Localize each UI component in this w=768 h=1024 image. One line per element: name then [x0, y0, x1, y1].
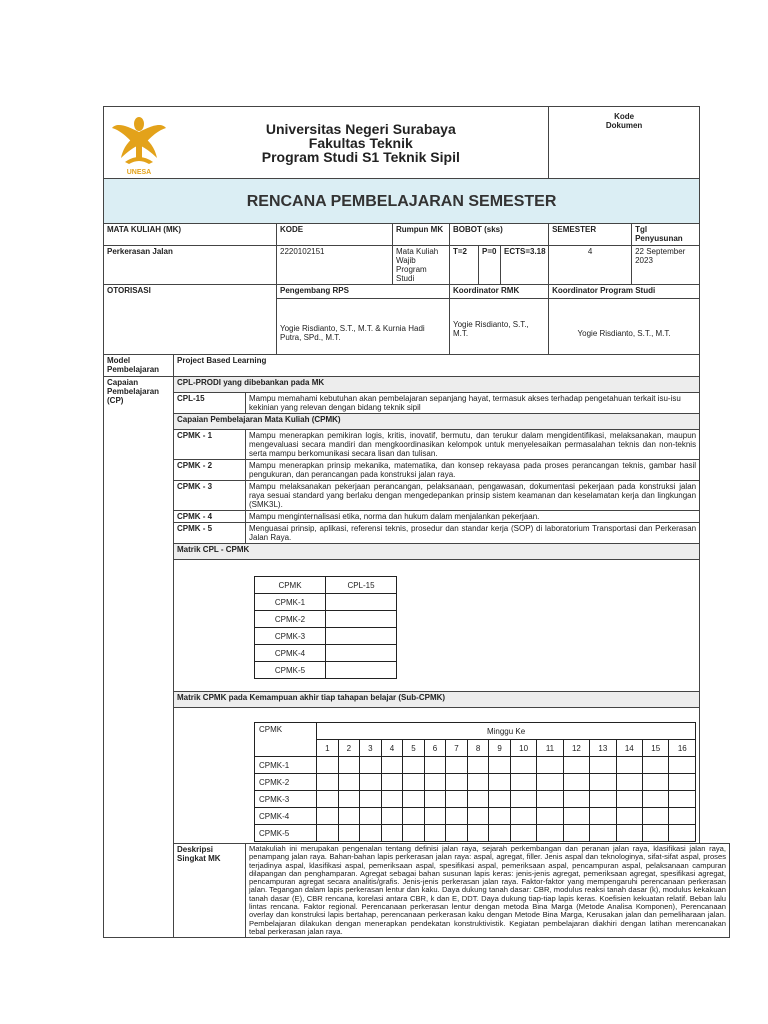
pengembang-label: Pengembang RPS	[277, 285, 450, 299]
matrik-sub-value	[669, 791, 696, 808]
matrik-sub-value	[467, 774, 489, 791]
matrik-sub-value	[338, 774, 360, 791]
matrik-sub-value	[446, 808, 468, 825]
semester-label: SEMESTER	[549, 224, 632, 246]
matrik-sub-week: 5	[403, 740, 425, 757]
matrik-sub-value	[616, 808, 642, 825]
matrik-sub-row	[255, 791, 696, 808]
bobot-label: BOBOT (sks)	[450, 224, 549, 246]
matrik-sub-value	[424, 774, 446, 791]
svg-text:UNESA: UNESA	[126, 169, 152, 176]
matrik-sub-value	[489, 791, 511, 808]
model-label: Model Pembelajaran	[104, 355, 174, 377]
matrik-sub-value	[510, 808, 536, 825]
matrik-sub-value	[403, 757, 425, 774]
otorisasi-label: OTORISASI	[104, 285, 277, 355]
matrik-sub-value	[616, 757, 642, 774]
matrik-sub-value	[403, 825, 425, 842]
matrik-sub-value	[338, 825, 360, 842]
sks-t: T=2	[450, 246, 479, 285]
matrik-sub-value	[537, 825, 563, 842]
cpmk-text: Mampu menerapkan prinsip mekanika, matematika, dan konsep rekayasa pada proses perancangan teknis, gambar hasil pengukuran, dan perancangan pada konstruksi jalan raya.	[246, 460, 700, 481]
matrik-sub-value	[537, 757, 563, 774]
matrik-sub-week: 14	[616, 740, 642, 757]
matrik-sub-value	[643, 791, 669, 808]
matrik-sub-value	[669, 757, 696, 774]
matrik-sub-value	[424, 825, 446, 842]
matrik-sub-value	[381, 791, 403, 808]
matrik-sub-col-cpmk: CPMK	[255, 723, 317, 757]
matrik-sub-value	[510, 791, 536, 808]
matrik-cpl-row: CPMK-1	[255, 594, 326, 611]
matrik-sub-value	[489, 757, 511, 774]
cpl-code: CPL-15	[174, 393, 246, 414]
matrik-sub-value	[381, 825, 403, 842]
koordinator-rmk-label: Koordinator RMK	[450, 285, 549, 299]
cpmk-code: CPMK - 1	[174, 430, 246, 460]
sks-p: P=0	[479, 246, 501, 285]
matrik-sub-value	[616, 774, 642, 791]
matrik-sub-value	[360, 808, 382, 825]
matrik-sub-row	[255, 757, 696, 774]
matrik-sub-row-label: CPMK-2	[255, 774, 317, 791]
rps-table	[103, 106, 730, 938]
matrik-sub-row	[255, 808, 696, 825]
matrik-sub-value	[317, 757, 339, 774]
matrik-sub-value	[590, 757, 616, 774]
matrik-sub-value	[510, 825, 536, 842]
matrik-sub-value	[643, 757, 669, 774]
matrik-sub-value	[643, 774, 669, 791]
matrik-cpl-value	[326, 662, 397, 679]
cpmk-text: Mampu menginternalisasi etika, norma dan hukum dalam menjalankan pekerjaan.	[246, 511, 700, 523]
matrik-sub-value	[537, 808, 563, 825]
matrik-sub-value	[317, 825, 339, 842]
koordinator-prodi-name: Yogie Risdianto, S.T., M.T.	[549, 299, 700, 355]
university-name: Universitas Negeri Surabaya	[265, 120, 456, 137]
matrik-sub-cell	[174, 708, 700, 844]
matrik-sub-week: 16	[669, 740, 696, 757]
matrik-sub-week: 6	[424, 740, 446, 757]
university-header	[174, 107, 549, 179]
matrik-sub-week: 2	[338, 740, 360, 757]
matrik-sub-value	[338, 791, 360, 808]
matrik-sub-value	[510, 774, 536, 791]
matrik-cpl-value	[326, 611, 397, 628]
matrik-sub-value	[537, 774, 563, 791]
matrik-sub-value	[563, 774, 589, 791]
matrik-sub-value	[669, 774, 696, 791]
matrik-sub-value	[467, 791, 489, 808]
matrik-sub-row-label: CPMK-5	[255, 825, 317, 842]
rumpun-label: Rumpun MK	[393, 224, 450, 246]
matrik-sub-value	[446, 757, 468, 774]
matrik-sub-week-row	[255, 740, 696, 757]
cpmk-code: CPMK - 4	[174, 511, 246, 523]
course-semester: 4	[549, 246, 632, 285]
course-name: Perkerasan Jalan	[104, 246, 277, 285]
matrik-sub-value	[381, 774, 403, 791]
matrik-sub-week: 11	[537, 740, 563, 757]
course-date: 22 September 2023	[632, 246, 700, 285]
matrik-sub-value	[467, 825, 489, 842]
cpl-text: Mampu memahami kebutuhan akan pembelajaran sepanjang hayat, termasuk akses terhadap pengetahuan terkait isu-isu kekinian yang relevan dengan bidang teknik sipil	[246, 393, 700, 414]
matrik-sub-value	[537, 791, 563, 808]
cpmk-code: CPMK - 3	[174, 481, 246, 511]
sks-ects: ECTS=3.18	[501, 246, 549, 285]
faculty-name: Fakultas Teknik	[308, 134, 413, 151]
matrik-cpl-cell	[174, 560, 700, 692]
program-name: Program Studi S1 Teknik Sipil	[261, 148, 460, 165]
cpmk-heading: Capaian Pembelajaran Mata Kuliah (CPMK)	[174, 414, 700, 430]
matrik-sub-value	[669, 808, 696, 825]
matrik-sub-row	[255, 774, 696, 791]
cpmk-text: Mampu menerapkan pemikiran logis, kritis, inovatif, bermutu, dan terukur dalam mengidentifikasi, melaksanakan, maupun mengevaluasi secara mandiri dan mengkoordinasikan kelompok untuk menyelesaikan permasalahan teknis dan non-teknis serta mampu berkomunikasi secara lisan dan tulisan.	[246, 430, 700, 460]
cpl-heading: CPL-PRODI yang dibebankan pada MK	[174, 377, 700, 393]
matrik-sub-value	[467, 757, 489, 774]
matrik-sub-value	[317, 791, 339, 808]
matrik-cpl-row: CPMK-5	[255, 662, 326, 679]
matrik-sub-value	[489, 808, 511, 825]
matrik-cpl-row: CPMK-3	[255, 628, 326, 645]
matrik-sub-value	[616, 825, 642, 842]
tgl-label: Tgl Penyusunan	[632, 224, 700, 246]
koordinator-prodi-label: Koordinator Program Studi	[549, 285, 700, 299]
matrik-sub-value	[643, 808, 669, 825]
cpmk-code: CPMK - 5	[174, 523, 246, 544]
matrik-sub-body	[255, 757, 696, 842]
course-rumpun: Mata Kuliah Wajib Program Studi	[393, 246, 450, 285]
matrik-sub-value	[317, 774, 339, 791]
matrik-sub-value	[563, 791, 589, 808]
matrik-sub-row-label: CPMK-4	[255, 808, 317, 825]
matrik-sub-week: 12	[563, 740, 589, 757]
kode-dokumen: Kode Dokumen	[549, 107, 700, 179]
cpmk-code: CPMK - 2	[174, 460, 246, 481]
matrik-sub-week: 8	[467, 740, 489, 757]
matrik-sub-value	[510, 757, 536, 774]
mk-label: MATA KULIAH (MK)	[104, 224, 277, 246]
matrik-sub-value	[338, 808, 360, 825]
matrik-sub-week: 3	[360, 740, 382, 757]
matrik-sub-value	[317, 808, 339, 825]
matrik-sub-value	[616, 791, 642, 808]
matrik-sub-week-header: Minggu Ke	[317, 723, 696, 740]
model-value: Project Based Learning	[174, 355, 700, 377]
matrik-cpl-table	[254, 576, 397, 679]
matrik-sub-week: 9	[489, 740, 511, 757]
matrik-cpl-row: CPMK-2	[255, 611, 326, 628]
course-code: 2220102151	[277, 246, 393, 285]
document-title: RENCANA PEMBELAJARAN SEMESTER	[104, 179, 700, 224]
matrik-sub-value	[446, 825, 468, 842]
matrik-cpl-col-cpl: CPL-15	[326, 577, 397, 594]
koordinator-rmk-name: Yogie Risdianto, S.T., M.T.	[450, 299, 549, 355]
matrik-cpl-row: CPMK-4	[255, 645, 326, 662]
matrik-sub-value	[403, 808, 425, 825]
matrik-sub-table	[254, 722, 696, 842]
matrik-sub-week: 1	[317, 740, 339, 757]
logo-cell	[104, 107, 174, 179]
matrik-sub-week: 4	[381, 740, 403, 757]
matrik-sub-value	[563, 808, 589, 825]
rps-document	[103, 106, 730, 938]
matrik-sub-value	[360, 774, 382, 791]
matrik-sub-row-label: CPMK-1	[255, 757, 317, 774]
deskripsi-label: Deskripsi Singkat MK	[174, 844, 246, 938]
matrik-cpl-value	[326, 628, 397, 645]
matrik-cpl-heading: Matrik CPL - CPMK	[174, 544, 700, 560]
matrik-sub-week: 15	[643, 740, 669, 757]
matrik-sub-value	[424, 791, 446, 808]
matrik-sub-value	[338, 757, 360, 774]
unesa-logo-icon	[109, 112, 169, 176]
matrik-sub-value	[424, 808, 446, 825]
matrik-sub-value	[489, 774, 511, 791]
matrik-sub-value	[381, 808, 403, 825]
matrik-sub-value	[590, 808, 616, 825]
matrik-sub-value	[467, 808, 489, 825]
matrik-sub-row-label: CPMK-3	[255, 791, 317, 808]
matrik-sub-value	[360, 757, 382, 774]
matrik-sub-week: 13	[590, 740, 616, 757]
matrik-sub-value	[563, 757, 589, 774]
cpmk-text: Mampu melaksanakan pekerjaan perancangan, pelaksanaan, pengawasan, dokumentasi pekerjaan pada konstruksi jalan raya sesuai standard yang berlaku dengan mengedepankan prinsip sistem keamanan dan keselamatan kerja dan lingkungan (SMK3L).	[246, 481, 700, 511]
matrik-sub-value	[669, 825, 696, 842]
matrik-cpl-value	[326, 645, 397, 662]
matrik-sub-value	[643, 825, 669, 842]
matrik-sub-value	[424, 757, 446, 774]
kode-label: KODE	[277, 224, 393, 246]
cp-label: Capaian Pembelajaran (CP)	[104, 377, 174, 938]
matrik-sub-value	[563, 825, 589, 842]
matrik-cpl-value	[326, 594, 397, 611]
cpmk-text: Menguasai prinsip, aplikasi, referensi teknis, prosedur dan standar kerja (SOP) di laboratorium Transportasi dan Perkerasan Jalan Raya.	[246, 523, 700, 544]
matrik-sub-value	[590, 774, 616, 791]
deskripsi-text: Matakuliah ini merupakan pengenalan tentang definisi jalan raya, sejarah perkembangan dan peranan jalan raya, klasifikasi jalan raya, penampang jalan raya. Bahan-bahan lapis perkerasan jalan raya: aspal, agregat, filler. Jenis aspal dan teknologinya, sifat-sifat aspal, proses terjadinya aspal, klasifikasi aspal, pemeriksaan aspal, spesifikasi aspal, pemeriksaan aspal, pencampuran aspal, pelaksanaan campuran dilapangan dan penghamparan. Agregat sebagai bahan susunan lapis keras: jenis-jenis agregat, pemeriksaan agregat, spesifikasi agregat, pencampuran agregat secara analitis/grafis. Jenis-jenis perkerasan jalan raya. Faktor-faktor yang mempengaruhi perencanaan perkerasan jalan. Tegangan dalam lapis perkerasan lentur dan kaku. Daya dukung tanah dasar: CBR, modulus reaksi tanah dasar (k), modulus kekakuan tanah dasar (E), CBR rencana, korelasi antara CBR, k dan E, DDT. Daya dukung tiap-tiap lapis keras. Koefisien kekuatan relatif. Beban lalu lintas rencana. Faktor regional. Perencanaan perkerasan lentur dengan metoda Bina Marga (Metode Analisa Komponen), Perencanaan overlay dan konstruksi lapis bertahap, perencanaan perkerasan kaku dengan Metode Bina Marga, Kerusakan jalan dan pemeliharaan jalan. Pembelajaran dilakukan dengan menerapkan pendekatan konstruktivistik. Kegiatan pembelajaran diakhiri dengan latihan merencanakan tebal perkerasan jalan raya.	[246, 844, 730, 938]
matrik-sub-value	[360, 791, 382, 808]
matrik-sub-value	[590, 825, 616, 842]
matrik-sub-week: 7	[446, 740, 468, 757]
matrik-sub-heading: Matrik CPMK pada Kemampuan akhir tiap tahapan belajar (Sub-CPMK)	[174, 692, 700, 708]
matrik-sub-row	[255, 825, 696, 842]
matrik-cpl-col-cpmk: CPMK	[255, 577, 326, 594]
matrik-sub-value	[403, 774, 425, 791]
matrik-sub-value	[590, 791, 616, 808]
matrik-sub-value	[446, 774, 468, 791]
matrik-sub-value	[403, 791, 425, 808]
matrik-sub-value	[446, 791, 468, 808]
matrik-sub-value	[360, 825, 382, 842]
matrik-sub-value	[489, 825, 511, 842]
pengembang-name: Yogie Risdianto, S.T., M.T. & Kurnia Hadi Putra, SPd., M.T.	[277, 299, 450, 355]
matrik-sub-week: 10	[510, 740, 536, 757]
matrik-sub-value	[381, 757, 403, 774]
